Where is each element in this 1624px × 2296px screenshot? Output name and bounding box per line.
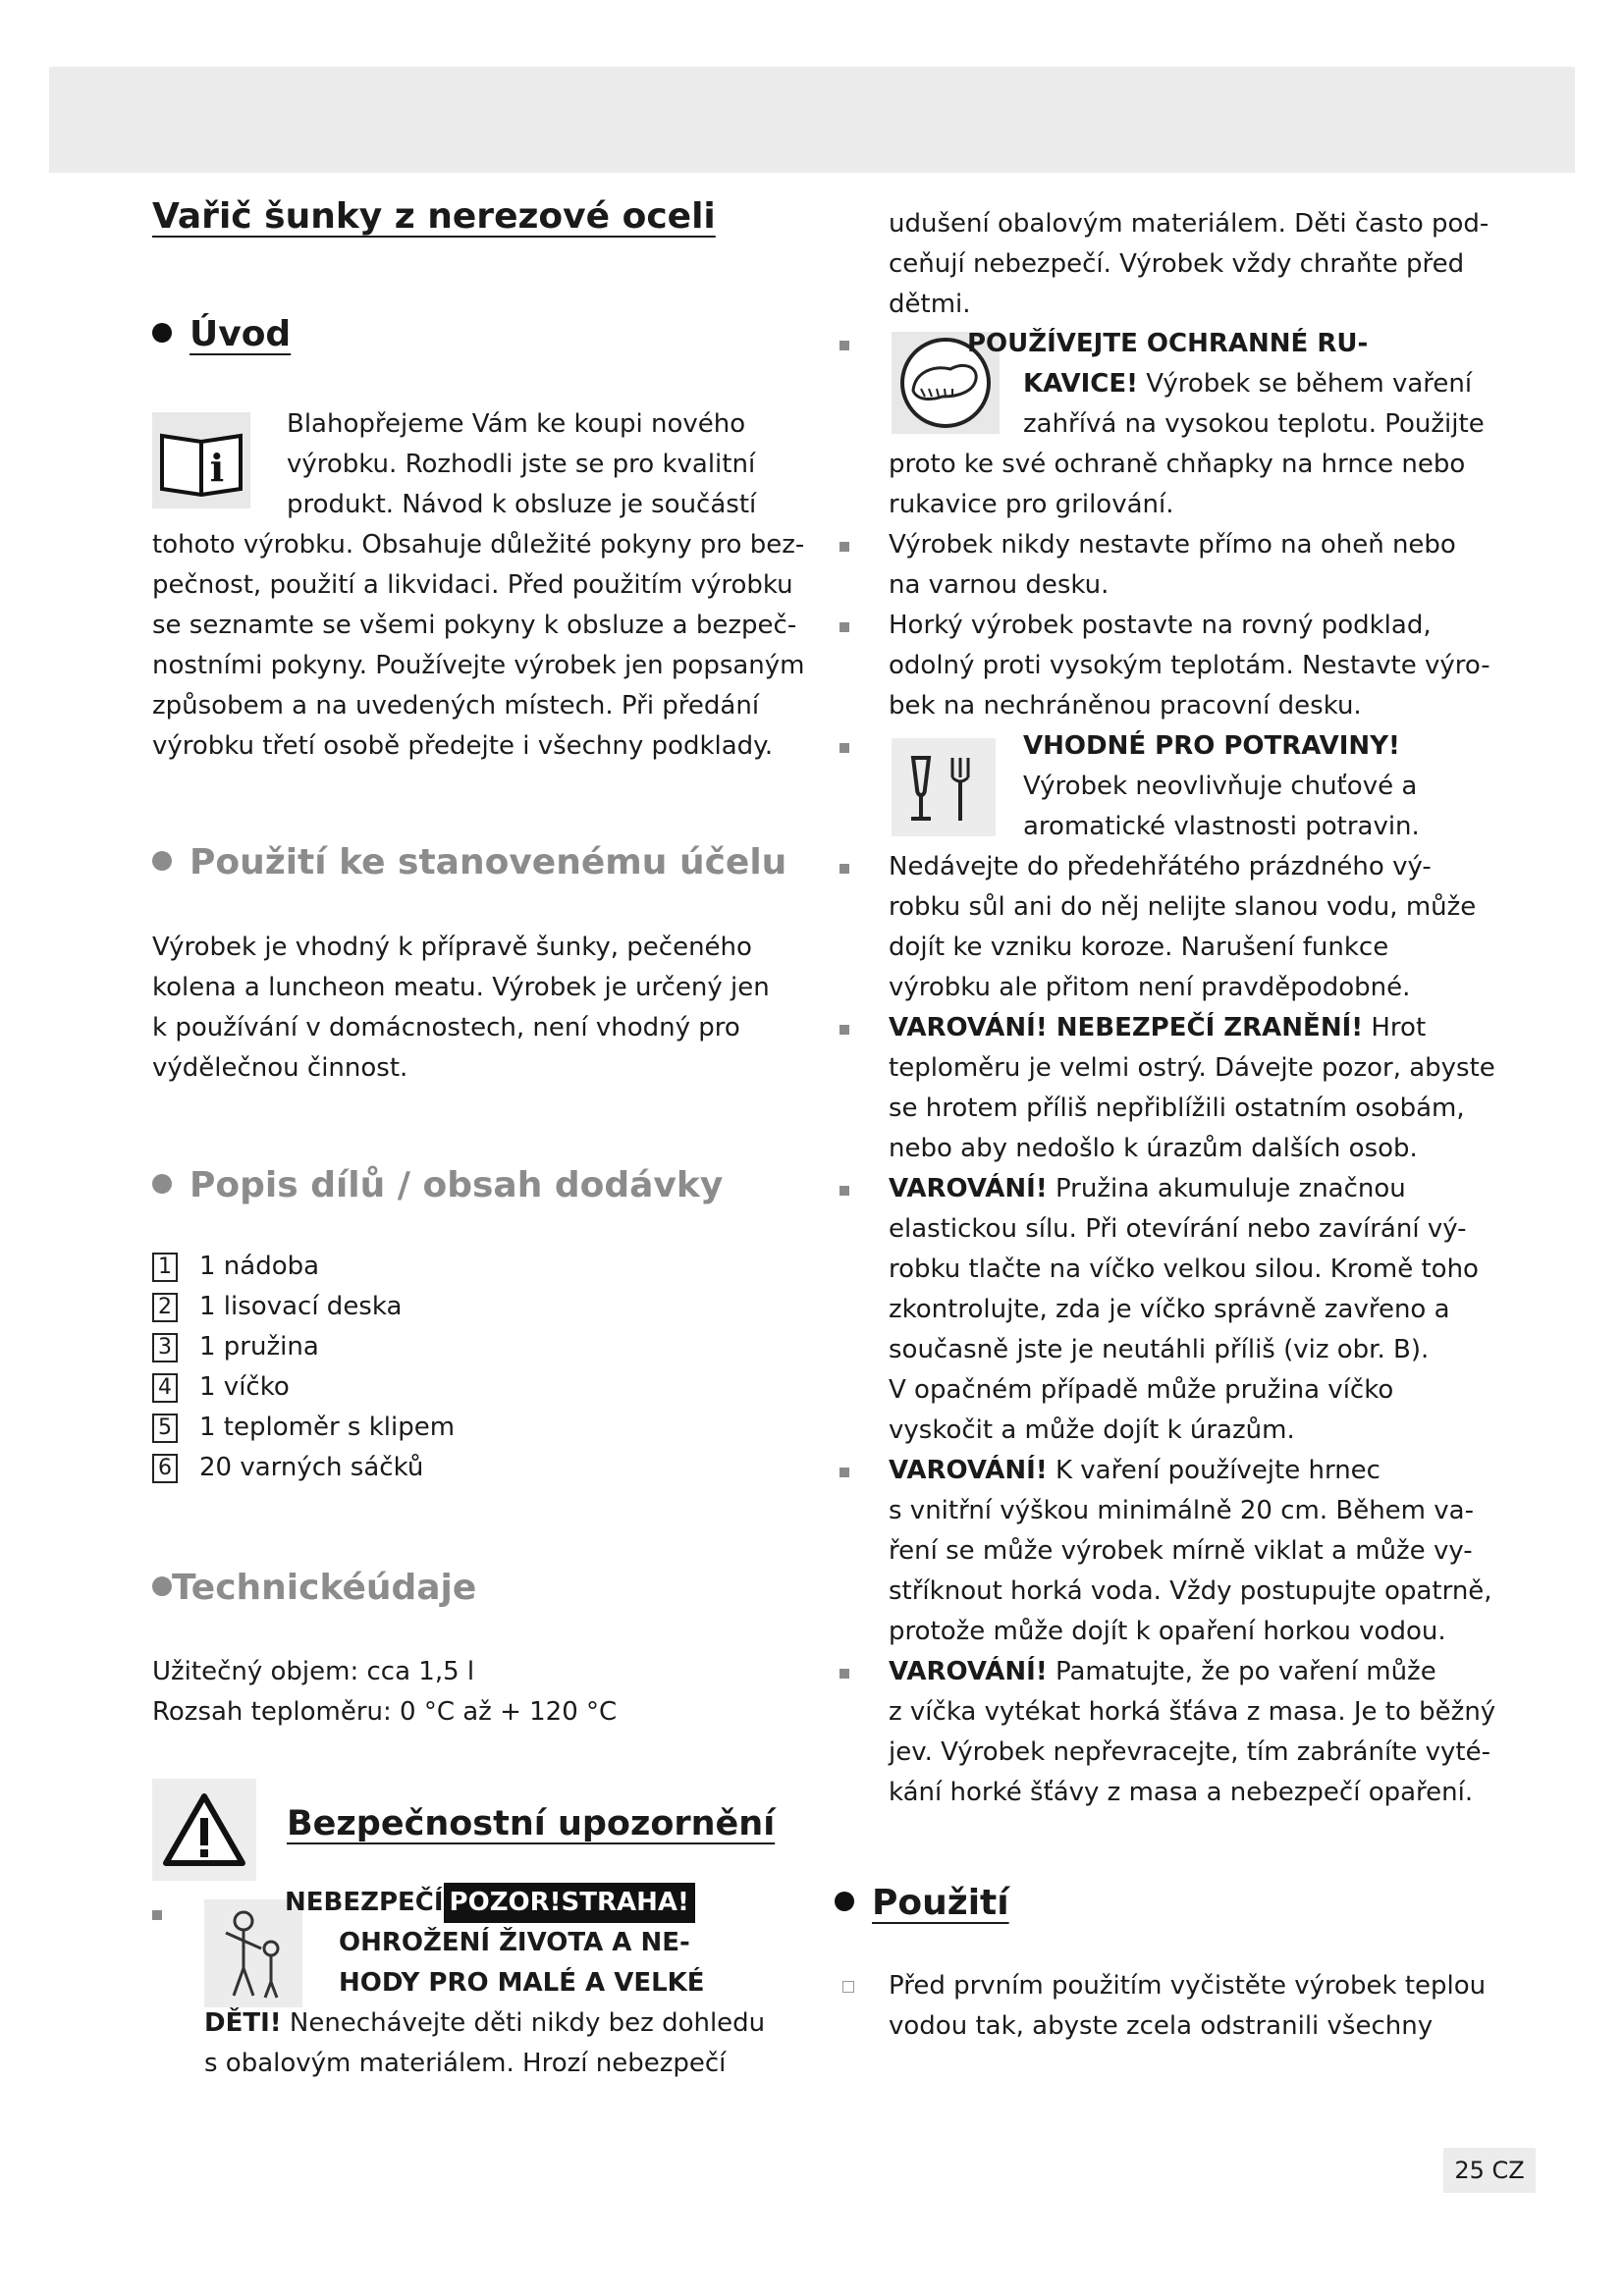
use-heading: Použití bbox=[835, 1883, 1009, 1923]
bullet-juice: VAROVÁNÍ! Pamatujte, že po vaření může z víčka vytékat horká šťáva z masa. Je to běžný jev. Výrobek nepřevracejte, tím zabráníte vyté- kání horké šťávy z masa a nebezpečí opaření. bbox=[889, 1657, 1496, 1807]
food-safe-icon bbox=[892, 738, 996, 836]
bullet bbox=[839, 1025, 849, 1035]
bullet bbox=[839, 1669, 849, 1679]
usage-purpose-heading: Použití ke stanovenému účelu bbox=[152, 842, 786, 882]
intro-text: tohoto výrobku. Obsahuje důležité pokyny pro bez- pečnost, použití a likvidaci. Před použitím výrobku se seznamte se všemi pokyny k obsluze a bezpeč- nostními pokyny. Používejte výrobek jen popsaným způsobem a na uvedených místech. Při předání výrobku třetí osobě předejte i všechny podklady. bbox=[152, 530, 805, 761]
bullet bbox=[839, 341, 849, 350]
step-checkbox bbox=[842, 1981, 854, 1993]
header-bar bbox=[49, 67, 1575, 173]
list-item: 3 1 pružina bbox=[152, 1327, 455, 1367]
svg-text:i: i bbox=[209, 446, 225, 490]
gloves-line1: zahřívá na vysokou teplotu. Použijte bbox=[1023, 409, 1485, 439]
child-warning-head: NEBEZPEČÍ POZOR!STRAHA! bbox=[285, 1883, 695, 1923]
info-book-icon bbox=[152, 412, 250, 508]
bullet bbox=[839, 743, 849, 753]
bullet bbox=[839, 542, 849, 552]
bullet-spring: VAROVÁNÍ! Pružina akumuluje značnou elastickou sílu. Při otevírání nebo zavírání vý- robku tlačte na víčko velkou silou. Kromě toho zkontrolujte, zda je víčko správně zavřeno a současně jste je neutáhli příliš (viz obr. B). V opačném případě může pružina víčko vyskočit a může dojít k úrazům. bbox=[889, 1174, 1479, 1445]
bullet-pot: VAROVÁNÍ! K vaření používejte hrnec s vnitřní výškou minimálně 20 cm. Během va- ření se může výrobek mírně viklat a může vy- stříknout horká voda. Vždy postupujte opatrně, protože může dojít k opaření horkou vodou. bbox=[889, 1456, 1492, 1646]
bullet bbox=[839, 864, 849, 874]
list-item: 2 1 lisovací deska bbox=[152, 1287, 455, 1327]
bullet-thermometer: VAROVÁNÍ! NEBEZPEČÍ ZRANĚNÍ! Hrot teploměru je velmi ostrý. Dávejte pozor, abyste se hrotem příliš nepřiblížili ostatním osobám, nebo aby nedošlo k úrazům dalších osob. bbox=[889, 1013, 1495, 1163]
tech-text: Užitečný objem: cca 1,5 l Rozsah teploměru: 0 °C až + 120 °C bbox=[152, 1657, 618, 1727]
usage-purpose-text: Výrobek je vhodný k přípravě šunky, pečeného kolena a luncheon meatu. Výrobek je určený jen k používání v domácnostech, není vhodný pro výdělečnou činnost. bbox=[152, 933, 770, 1083]
bullet bbox=[839, 1468, 849, 1477]
right-cont-text: udušení obalovým materiálem. Děti často pod- ceňují nebezpečí. Výrobek vždy chraňte před dětmi. bbox=[889, 209, 1489, 319]
list-item: 6 20 varných sáčků bbox=[152, 1448, 455, 1488]
food-heading: VHODNÉ PRO POTRAVINY! bbox=[1023, 731, 1400, 761]
intro-text-indent: Blahopřejeme Vám ke koupi nového výrobku. Rozhodli jste se pro kvalitní produkt. Návod k obsluze je součástí bbox=[287, 409, 757, 519]
bullet bbox=[152, 1910, 162, 1920]
list-item: 4 1 víčko bbox=[152, 1367, 455, 1408]
list-item: 1 1 nádoba bbox=[152, 1247, 455, 1287]
parts-list bbox=[152, 1247, 455, 1488]
warning-triangle-icon bbox=[152, 1779, 256, 1881]
tech-heading: Technickéúdaje bbox=[152, 1568, 476, 1608]
gloves-heading-line2: KAVICE! Výrobek se během vaření bbox=[1023, 369, 1473, 399]
bullet bbox=[839, 1186, 849, 1196]
page-number: 25 CZ bbox=[1443, 2148, 1536, 2193]
safety-heading: Bezpečnostní upozornění bbox=[287, 1804, 776, 1843]
gloves-heading: POUŽÍVEJTE OCHRANNÉ RU- bbox=[967, 329, 1369, 358]
caution-badge: POZOR!STRAHA! bbox=[444, 1883, 695, 1923]
bullet-salt: Nedávejte do předehřátého prázdného vý- robku sůl ani do něj nelijte slanou vodu, může dojít ke vzniku koroze. Narušení funkce výrobku ale přitom není pravděpodobné. bbox=[889, 852, 1477, 1002]
food-text: Výrobek neovlivňuje chuťové a aromatické vlastnosti potravin. bbox=[1023, 772, 1420, 841]
bullet-surface: Horký výrobek postavte na rovný podklad, odolný proti vysokým teplotám. Nestavte výro- bek na nechráněnou pracovní desku. bbox=[889, 611, 1490, 721]
parts-heading: Popis dílů / obsah dodávky bbox=[152, 1165, 723, 1205]
child-warning-lines: OHROŽENÍ ŽIVOTA A NE- HODY PRO MALÉ A VELKÉ bbox=[339, 1928, 705, 1998]
page-title: Vařič šunky z nerezové oceli bbox=[152, 196, 716, 237]
list-item: 5 1 teploměr s klipem bbox=[152, 1408, 455, 1448]
gloves-text: proto ke své ochraně chňapky na hrnce nebo rukavice pro grilování. bbox=[889, 450, 1466, 519]
bullet-fire: Výrobek nikdy nestavte přímo na oheň nebo na varnou desku. bbox=[889, 530, 1456, 600]
child-warning-text: DĚTI! Nenechávejte děti nikdy bez dohledu s obalovým materiálem. Hrozí nebezpečí bbox=[204, 2008, 766, 2078]
use-text: Před prvním použitím vyčistěte výrobek teplou vodou tak, abyste zcela odstranili všechny bbox=[889, 1971, 1487, 2041]
bullet bbox=[839, 622, 849, 632]
intro-heading: Úvod bbox=[152, 314, 291, 354]
